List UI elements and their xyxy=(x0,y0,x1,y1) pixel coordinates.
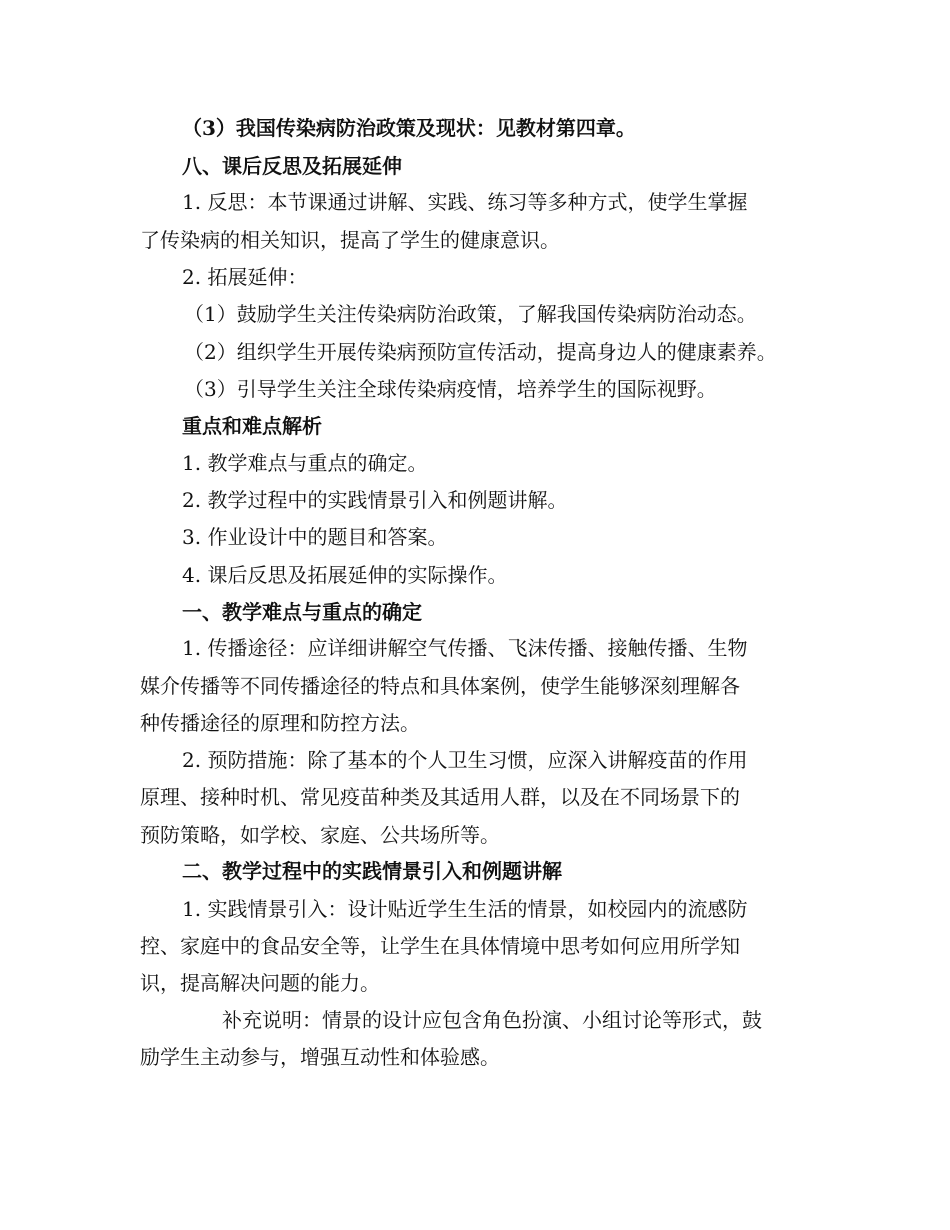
note-line: 励学生主动参与，增强互动性和体验感。 xyxy=(140,1045,500,1069)
paragraph-line: 原理、接种时机、常见疫苗种类及其适用人群，以及在不同场景下的 xyxy=(140,785,740,809)
section-item-heading: （3）我国传染病防治政策及现状：见教材第四章。 xyxy=(182,116,636,140)
list-item: 1. 教学难点与重点的确定。 xyxy=(182,451,428,475)
paragraph-line: 预防策略，如学校、家庭、公共场所等。 xyxy=(140,823,500,847)
paragraph-line: 2. 预防措施：除了基本的个人卫生习惯，应深入讲解疫苗的作用 xyxy=(182,748,748,772)
paragraph-line: 1. 实践情景引入：设计贴近学生生活的情景，如校园内的流感防 xyxy=(182,897,748,921)
note-line: 补充说明：情景的设计应包含角色扮演、小组讨论等形式，鼓 xyxy=(222,1008,762,1032)
paragraph-line: 媒介传播等不同传播途径的特点和具体案例，使学生能够深刻理解各 xyxy=(140,674,740,698)
section-heading: 八、课后反思及拓展延伸 xyxy=(182,154,402,178)
list-item: 3. 作业设计中的题目和答案。 xyxy=(182,525,448,549)
paragraph-line: 2. 拓展延伸： xyxy=(182,265,308,289)
list-item: 2. 教学过程中的实践情景引入和例题讲解。 xyxy=(182,488,568,512)
section-heading: 一、教学难点与重点的确定 xyxy=(182,600,422,624)
paragraph-line: （3）引导学生关注全球传染病疫情，培养学生的国际视野。 xyxy=(184,377,717,401)
paragraph-line: （1）鼓励学生关注传染病防治政策，了解我国传染病防治动态。 xyxy=(184,302,757,326)
paragraph-line: （2）组织学生开展传染病预防宣传活动，提高身边人的健康素养。 xyxy=(184,340,777,364)
paragraph-line: 控、家庭中的食品安全等，让学生在具体情境中思考如何应用所学知 xyxy=(140,934,740,958)
section-heading: 重点和难点解析 xyxy=(182,414,322,438)
paragraph-line: 1. 传播途径：应详细讲解空气传播、飞沫传播、接触传播、生物 xyxy=(182,636,748,660)
paragraph-line: 种传播途径的原理和防控方法。 xyxy=(140,711,420,735)
section-heading: 二、教学过程中的实践情景引入和例题讲解 xyxy=(182,859,562,883)
paragraph-line: 了传染病的相关知识，提高了学生的健康意识。 xyxy=(140,228,560,252)
list-item: 4. 课后反思及拓展延伸的实际操作。 xyxy=(182,563,508,587)
paragraph-line: 识，提高解决问题的能力。 xyxy=(140,971,380,995)
paragraph-line: 1. 反思：本节课通过讲解、实践、练习等多种方式，使学生掌握 xyxy=(182,190,748,214)
